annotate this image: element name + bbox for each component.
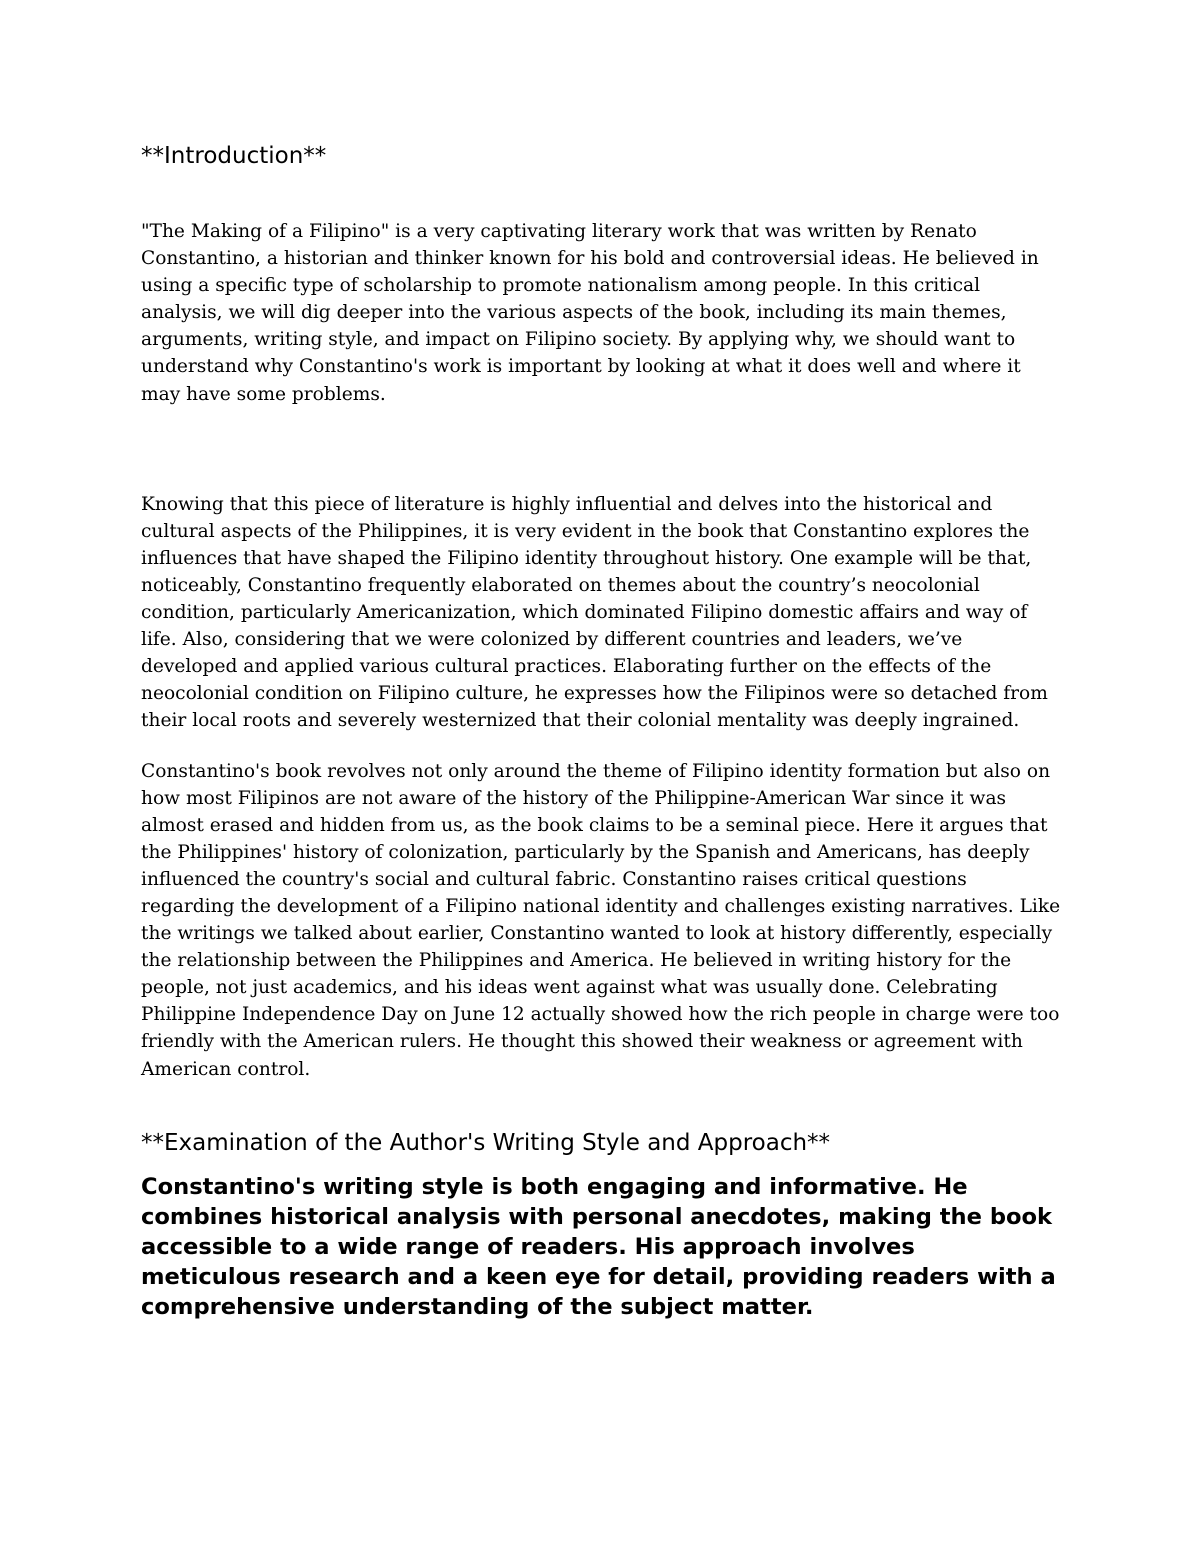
introduction-paragraph: "The Making of a Filipino" is a very captivating literary work that was written by Renato Constantino, a historian and thinker known for his bold and controversial ideas. He believed in using a specific type of scholarship to promote nationalism among people. In this critical analysis, we will dig deeper into the various aspects of the book, including its main themes, arguments, writing style, and impact on Filipino society. By applying why, we should want to understand why Constantino's work is important by looking at what it does well and where it may have some problems. [141, 221, 1039, 405]
document-content [141, 140, 1061, 1323]
body-paragraph-history: Constantino's book revolves not only around the theme of Filipino identity formation but also on how most Filipinos are not aware of the history of the Philippine-American War since it was almost erased and hidden from us, as the book claims to be a seminal piece. Here it argues that the Philippines' history of colonization, particularly by the Spanish and Americans, has deeply influenced the country's social and cultural fabric. Constantino raises critical questions regarding the development of a Filipino national identity and challenges existing narratives. Like the writings we talked about earlier, Constantino wanted to look at history differently, especially the relationship between the Philippines and America. He believed in writing history for the people, not just academics, and his ideas went against what was usually done. Celebrating Philippine Independence Day on June 12 actually showed how the rich people in charge were too friendly with the American rulers. He thought this showed their weakness or agreement with American control. [141, 760, 1061, 1080]
examination-paragraph: Constantino's writing style is both engaging and informative. He combines historical analysis with personal anecdotes, making the book accessible to a wide range of readers. His approach involves meticulous research and a keen eye for detail, providing readers with a comprehensive understanding of the subject matter. [141, 1173, 1056, 1321]
body-paragraph-identity: Knowing that this piece of literature is highly influential and delves into the historical and cultural aspects of the Philippines, it is very evident in the book that Constantino explores the influences that have shaped the Filipino identity throughout history. One example will be that, noticeably, Constantino frequently elaborated on themes about the country’s neocolonial condition, particularly Americanization, which dominated Filipino domestic affairs and way of life. Also, considering that we were colonized by different countries and leaders, we’ve developed and applied various cultural practices. Elaborating further on the effects of the neocolonial condition on Filipino culture, he expresses how the Filipinos were so detached from their local roots and severely westernized that their colonial mentality was deeply ingrained. [141, 493, 1048, 732]
examination-heading: **Examination of the Author's Writing Style and Approach** [141, 1129, 831, 1156]
introduction-heading: **Introduction** [141, 143, 327, 169]
